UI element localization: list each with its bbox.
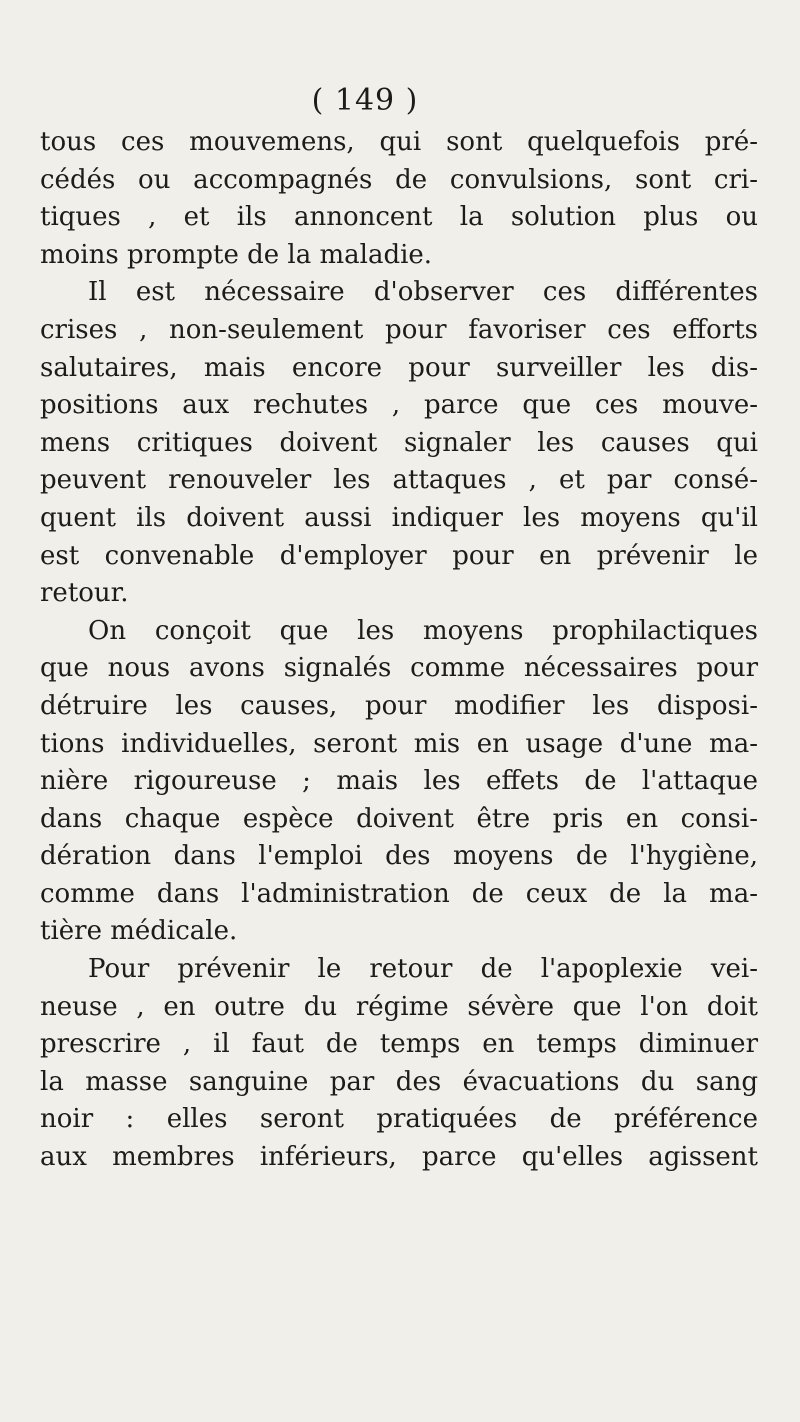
text-line: tiques , et ils annoncent la solution plus ou — [40, 202, 758, 233]
text-line: tions individuelles, seront mis en usage d'une ma- — [40, 728, 758, 759]
text-line: neuse , en outre du régime sévère que l'on doit — [40, 991, 758, 1022]
text-line: retour. — [40, 578, 129, 609]
text-line: dans chaque espèce doivent être pris en consi- — [40, 803, 758, 834]
text-line: crises , non-seulement pour favoriser ces efforts — [40, 314, 758, 345]
text-line: mens critiques doivent signaler les causes qui — [40, 427, 758, 458]
text-line: tous ces mouvemens, qui sont quelquefois pré- — [40, 127, 758, 157]
text-line: la masse sanguine par des évacuations du sang — [40, 1066, 758, 1097]
text-line: tière médicale. — [40, 916, 238, 947]
text-line: que nous avons signalés comme nécessaires pour — [40, 653, 758, 684]
body-text — [40, 124, 758, 1177]
text-line: On conçoit que les moyens prophilactiques — [88, 615, 758, 646]
text-line: dération dans l'emploi des moyens de l'hygiène, — [40, 841, 758, 872]
text-line: aux membres inférieurs, parce qu'elles agissent — [40, 1142, 758, 1173]
text-line: comme dans l'administration de ceux de la ma- — [40, 878, 758, 909]
text-line: salutaires, mais encore pour surveiller les dis- — [40, 352, 758, 383]
text-line: moins prompte de la maladie. — [40, 239, 433, 270]
text-line: prescrire , il faut de temps en temps diminuer — [40, 1029, 758, 1060]
text-line: noir : elles seront pratiquées de préférence — [40, 1104, 758, 1135]
page-number: ( 149 ) — [311, 83, 419, 118]
text-line: détruire les causes, pour modifier les disposi- — [40, 690, 758, 721]
text-line: positions aux rechutes , parce que ces mouve- — [40, 390, 758, 421]
text-line: quent ils doivent aussi indiquer les moyens qu'il — [40, 502, 758, 533]
text-line: peuvent renouveler les attaques , et par consé- — [40, 465, 758, 496]
text-line: cédés ou accompagnés de convulsions, sont cri- — [40, 164, 758, 195]
text-line: est convenable d'employer pour en prévenir le — [40, 540, 758, 571]
text-line: Il est nécessaire d'observer ces différentes — [88, 277, 758, 308]
text-line: Pour prévenir le retour de l'apoplexie vei- — [88, 954, 758, 985]
text-line: nière rigoureuse ; mais les effets de l'attaque — [40, 766, 758, 797]
